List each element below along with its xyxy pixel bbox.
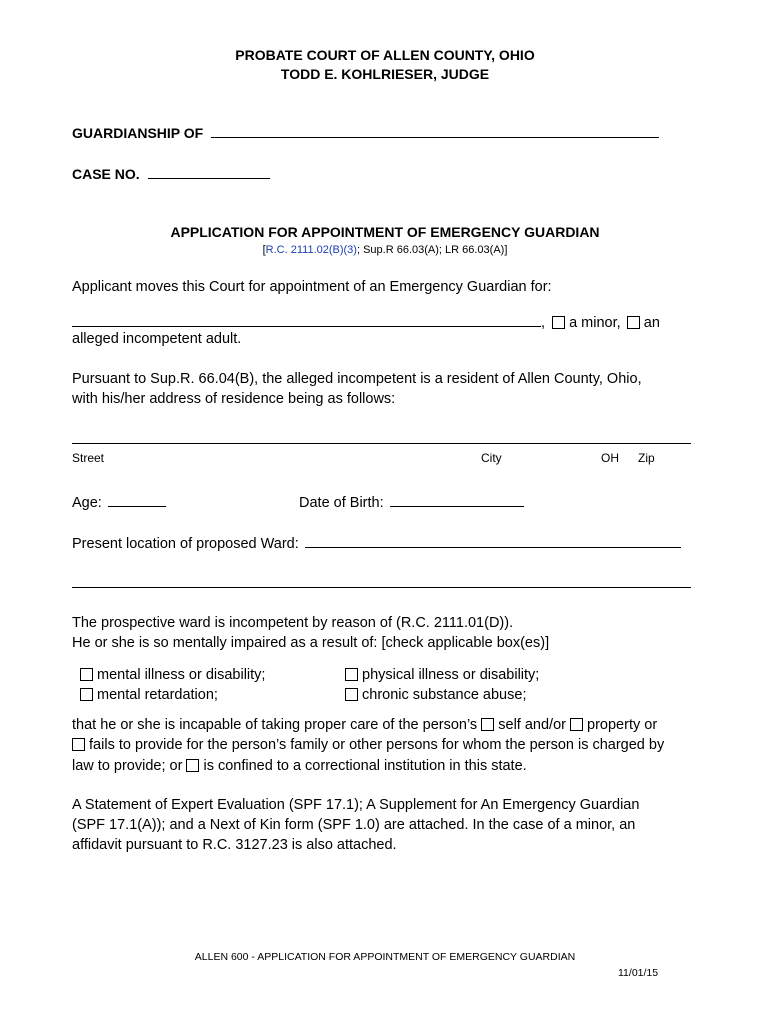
city-label: City xyxy=(481,451,502,465)
physical-illness-checkbox[interactable] xyxy=(345,668,358,681)
footer-form-name: ALLEN 600 - APPLICATION FOR APPOINTMENT OF EMERGENCY GUARDIAN xyxy=(194,951,576,963)
substance-abuse-label: chronic substance abuse; xyxy=(362,687,527,703)
option-substance-abuse xyxy=(345,685,526,705)
ward-name-field[interactable] xyxy=(72,312,541,327)
mental-illness-checkbox[interactable] xyxy=(80,668,93,681)
case-no-field[interactable] xyxy=(148,166,270,179)
residence-line-2: with his/her address of residence being as follows: xyxy=(72,391,396,407)
address-field[interactable] xyxy=(72,443,691,444)
comma: , xyxy=(541,315,546,331)
age-label: Age: xyxy=(72,495,102,511)
incapable-line-3 xyxy=(72,756,527,776)
option-mental-retardation xyxy=(80,685,218,705)
residence-line-1: Pursuant to Sup.R. 66.04(B), the alleged incompetent is a resident of Allen County, Ohio, xyxy=(72,371,642,387)
fails-checkbox[interactable] xyxy=(72,738,85,751)
minor-label: a minor, xyxy=(569,315,621,331)
street-label: Street xyxy=(72,451,105,465)
self-label: self and/or xyxy=(498,717,566,733)
incapable-line-1 xyxy=(72,715,657,735)
law-label: law to provide; or xyxy=(72,758,183,774)
property-checkbox[interactable] xyxy=(570,718,583,731)
incapable-text: that he or she is incapable of taking proper care of the person’s xyxy=(72,717,478,733)
option-physical-illness xyxy=(345,665,539,685)
statement-line-3: affidavit pursuant to R.C. 3127.23 is also attached. xyxy=(72,837,397,853)
location-label: Present location of proposed Ward: xyxy=(72,536,299,552)
incapable-line-2 xyxy=(72,735,664,755)
mental-illness-label: mental illness or disability; xyxy=(97,667,266,683)
mental-retardation-label: mental retardation; xyxy=(97,687,218,703)
substance-abuse-checkbox[interactable] xyxy=(345,688,358,701)
court-name: PROBATE COURT OF ALLEN COUNTY, OHIO xyxy=(235,47,535,63)
location-field[interactable] xyxy=(305,533,681,548)
citation-open: [ xyxy=(262,244,266,256)
age-field[interactable] xyxy=(108,492,166,507)
applicant-intro: Applicant moves this Court for appointment of an Emergency Guardian for: xyxy=(72,279,552,295)
case-no-label: CASE NO. xyxy=(72,166,140,182)
confined-label: is confined to a correctional institution in this state. xyxy=(203,758,527,774)
adult-checkbox[interactable] xyxy=(627,316,640,329)
guardianship-label: GUARDIANSHIP OF xyxy=(72,125,204,141)
statement-line-1: A Statement of Expert Evaluation (SPF 17.1); A Supplement for An Emergency Guardian xyxy=(72,797,640,813)
minor-checkbox[interactable] xyxy=(552,316,565,329)
confined-checkbox[interactable] xyxy=(186,759,199,772)
citation-link[interactable]: R.C. 2111.02(B)(3) xyxy=(265,244,357,256)
form-citation xyxy=(0,244,770,256)
case-no-row xyxy=(72,166,270,182)
property-label: property or xyxy=(587,717,658,733)
dob-field[interactable] xyxy=(390,492,524,507)
adult-line: alleged incompetent adult. xyxy=(72,331,242,347)
incompetence-line-2: He or she is so mentally impaired as a result of: [check applicable box(es)] xyxy=(72,635,550,651)
location-row xyxy=(72,533,681,554)
form-title: APPLICATION FOR APPOINTMENT OF EMERGENCY GUARDIAN xyxy=(170,224,600,240)
judge-name: TODD E. KOHLRIESER, JUDGE xyxy=(280,66,490,82)
footer-date: 11/01/15 xyxy=(618,967,659,979)
mental-retardation-checkbox[interactable] xyxy=(80,688,93,701)
location-field-line-2[interactable] xyxy=(72,587,691,588)
guardianship-name-field[interactable] xyxy=(211,125,659,138)
state-label: OH xyxy=(601,451,619,465)
incompetence-line-1: The prospective ward is incompetent by reason of (R.C. 2111.01(D)). xyxy=(72,615,514,631)
self-checkbox[interactable] xyxy=(481,718,494,731)
age-row xyxy=(72,492,166,513)
fails-label: fails to provide for the person’s family or other persons for whom the person is charged by xyxy=(89,737,665,753)
physical-illness-label: physical illness or disability; xyxy=(362,667,540,683)
an-label: an xyxy=(643,315,660,331)
dob-label: Date of Birth: xyxy=(299,495,384,511)
citation-rest: ; Sup.R 66.03(A); LR 66.03(A)] xyxy=(356,244,508,256)
zip-label: Zip xyxy=(638,451,655,465)
option-mental-illness xyxy=(80,665,265,685)
guardianship-row xyxy=(72,125,659,141)
statement-line-2: (SPF 17.1(A)); and a Next of Kin form (SPF 1.0) are attached. In the case of a minor, an xyxy=(72,817,636,833)
dob-row xyxy=(299,492,524,513)
